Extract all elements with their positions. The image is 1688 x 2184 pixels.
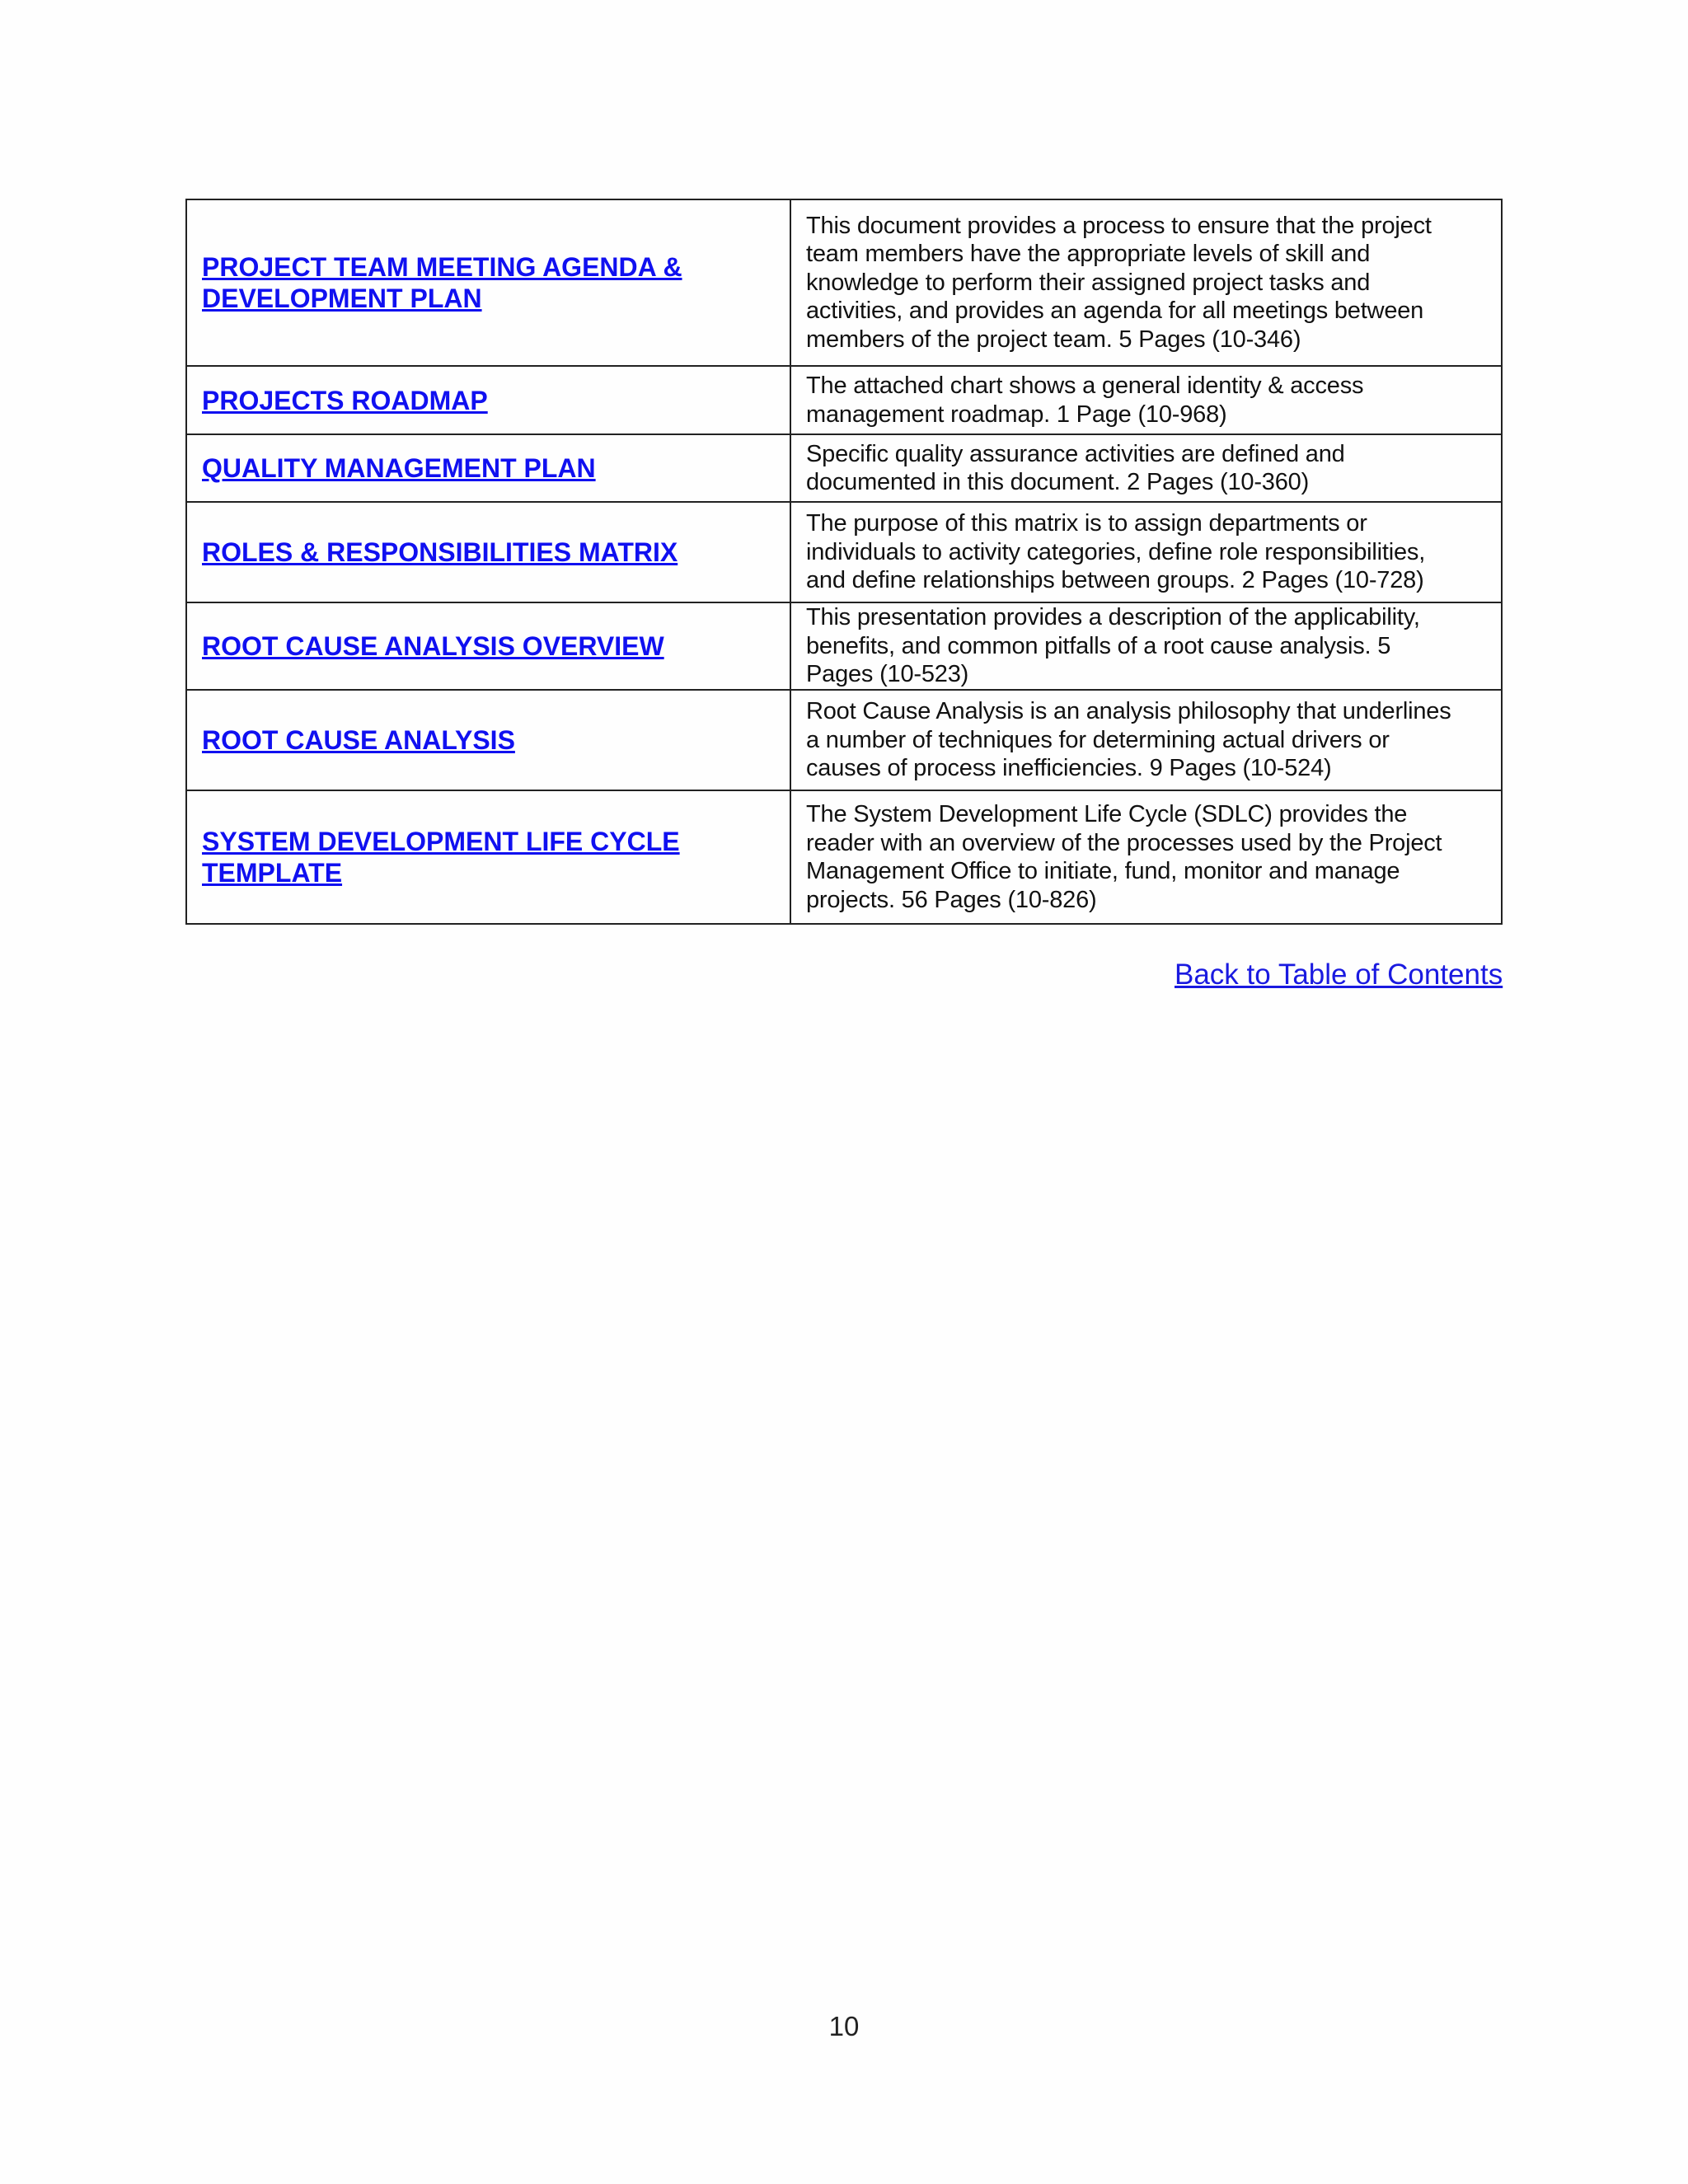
description-cell [790, 502, 1502, 602]
description-line: The System Development Life Cycle (SDLC) provides the [806, 801, 1408, 827]
description-cell [790, 434, 1502, 502]
description-cell [790, 199, 1502, 366]
description-line: reader with an overview of the processes used by the Project [806, 829, 1442, 856]
table-row [186, 434, 1502, 502]
table-row [186, 502, 1502, 602]
table-row [186, 199, 1502, 366]
description-line: This presentation provides a description of the applicability, [806, 604, 1420, 631]
title-cell [186, 602, 790, 690]
table-row [186, 690, 1502, 790]
description-line: members of the project team. 5 Pages (10-346) [806, 326, 1301, 353]
title-line[interactable]: DEVELOPMENT PLAN [202, 284, 482, 313]
document-title-link[interactable] [202, 385, 488, 416]
table-row [186, 366, 1502, 434]
description-line: This document provides a process to ensure that the project [806, 212, 1432, 239]
title-cell [186, 199, 790, 366]
title-line[interactable]: ROLES & RESPONSIBILITIES MATRIX [202, 537, 678, 567]
table-row [186, 602, 1502, 690]
title-line[interactable]: QUALITY MANAGEMENT PLAN [202, 453, 596, 483]
title-line[interactable]: PROJECTS ROADMAP [202, 385, 488, 415]
document-title-link[interactable] [202, 452, 596, 484]
description-line: a number of techniques for determining actual drivers or [806, 726, 1390, 753]
document-title-link[interactable] [202, 724, 515, 756]
description-line: The purpose of this matrix is to assign departments or [806, 510, 1367, 537]
description-line: Management Office to initiate, fund, monitor and manage [806, 858, 1400, 884]
description-line: and define relationships between groups. 2 Pages (10-728) [806, 567, 1424, 594]
title-line[interactable]: PROJECT TEAM MEETING AGENDA & [202, 252, 682, 282]
document-title-link[interactable] [202, 630, 664, 662]
description-line: Root Cause Analysis is an analysis philosophy that underlines [806, 698, 1451, 725]
title-cell [186, 434, 790, 502]
document-table [185, 199, 1503, 925]
description-cell [790, 690, 1502, 790]
description-line: knowledge to perform their assigned project tasks and [806, 269, 1371, 296]
title-line[interactable]: SYSTEM DEVELOPMENT LIFE CYCLE [202, 827, 680, 856]
title-cell [186, 366, 790, 434]
document-title-link[interactable] [202, 537, 678, 568]
description-line: causes of process inefficiencies. 9 Pages (10-524) [806, 755, 1332, 782]
description-line: Specific quality assurance activities are defined and [806, 440, 1345, 467]
title-cell [186, 502, 790, 602]
description-line: team members have the appropriate levels of skill and [806, 241, 1371, 268]
title-line[interactable]: ROOT CAUSE ANALYSIS [202, 725, 515, 755]
table-row [186, 790, 1502, 924]
title-line[interactable]: TEMPLATE [202, 858, 343, 888]
description-line: Pages (10-523) [806, 661, 969, 688]
document-title-link[interactable] [202, 826, 680, 888]
description-line: management roadmap. 1 Page (10-968) [806, 401, 1227, 428]
back-to-toc-link[interactable]: Back to Table of Contents [1175, 958, 1503, 991]
description-cell [790, 790, 1502, 924]
description-line: activities, and provides an agenda for all meetings between [806, 298, 1424, 325]
description-line: documented in this document. 2 Pages (10-360) [806, 469, 1310, 495]
page-number: 10 [828, 2011, 860, 2041]
title-cell [186, 690, 790, 790]
title-line[interactable]: ROOT CAUSE ANALYSIS OVERVIEW [202, 631, 664, 661]
document-title-link[interactable] [202, 251, 682, 314]
description-cell [790, 602, 1502, 690]
description-line: projects. 56 Pages (10-826) [806, 886, 1097, 913]
description-line: individuals to activity categories, define role responsibilities, [806, 538, 1426, 565]
description-cell [790, 366, 1502, 434]
description-line: The attached chart shows a general identity & access [806, 373, 1364, 399]
title-cell [186, 790, 790, 924]
description-line: benefits, and common pitfalls of a root cause analysis. 5 [806, 632, 1391, 659]
